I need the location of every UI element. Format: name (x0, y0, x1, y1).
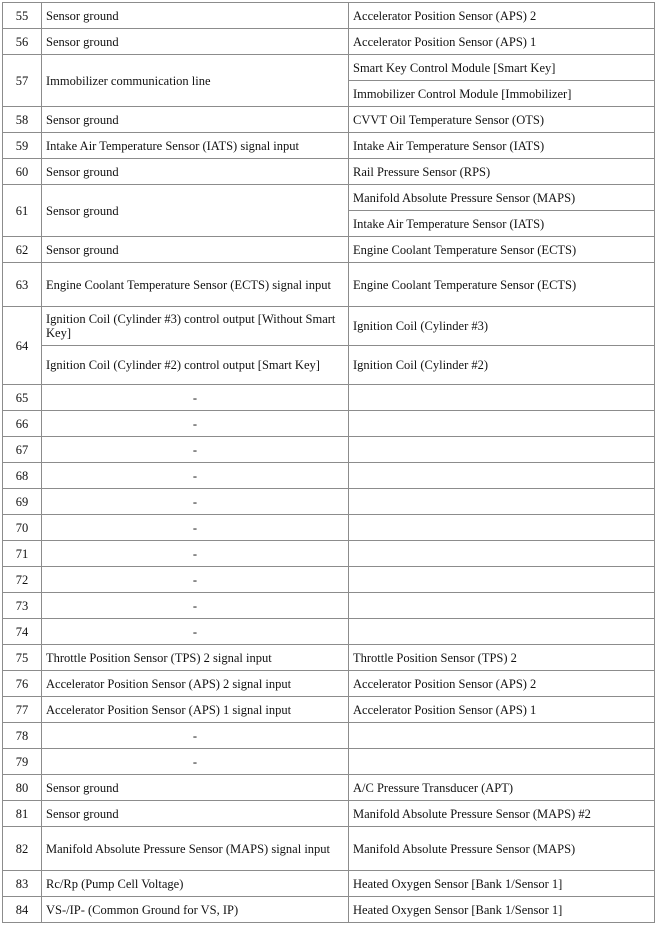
pin-description: - (42, 567, 349, 593)
pin-description: Sensor ground (42, 237, 349, 263)
connected-component (349, 593, 655, 619)
table-row (3, 185, 655, 211)
table-row (3, 159, 655, 185)
table-row (3, 55, 655, 81)
pin-number: 72 (3, 567, 42, 593)
pin-description: Sensor ground (42, 29, 349, 55)
pin-number: 63 (3, 263, 42, 307)
table-row (3, 385, 655, 411)
pin-description: Immobilizer communication line (42, 55, 349, 107)
pin-description: Sensor ground (42, 3, 349, 29)
pin-number: 60 (3, 159, 42, 185)
pin-number: 71 (3, 541, 42, 567)
table-row (3, 723, 655, 749)
table-row (3, 107, 655, 133)
pin-description: - (42, 619, 349, 645)
table-row (3, 489, 655, 515)
pin-description: Accelerator Position Sensor (APS) 2 signal input (42, 671, 349, 697)
connected-component (349, 749, 655, 775)
connected-component: Smart Key Control Module [Smart Key] (349, 55, 655, 81)
pin-description: - (42, 515, 349, 541)
pin-number: 73 (3, 593, 42, 619)
pin-description: Sensor ground (42, 775, 349, 801)
pin-number: 79 (3, 749, 42, 775)
pin-number: 59 (3, 133, 42, 159)
connected-component (349, 411, 655, 437)
pin-description: - (42, 411, 349, 437)
connected-component: Intake Air Temperature Sensor (IATS) (349, 133, 655, 159)
pin-number: 78 (3, 723, 42, 749)
pin-description: Manifold Absolute Pressure Sensor (MAPS) signal input (42, 827, 349, 871)
pin-number: 57 (3, 55, 42, 107)
pin-number: 82 (3, 827, 42, 871)
pin-number: 67 (3, 437, 42, 463)
table-row (3, 593, 655, 619)
pin-description: Engine Coolant Temperature Sensor (ECTS) signal input (42, 263, 349, 307)
table-row (3, 437, 655, 463)
pin-number: 65 (3, 385, 42, 411)
pin-number: 56 (3, 29, 42, 55)
pin-description: Rc/Rp (Pump Cell Voltage) (42, 871, 349, 897)
pin-number: 84 (3, 897, 42, 923)
pin-table-body (3, 3, 655, 923)
table-row (3, 775, 655, 801)
connected-component: Engine Coolant Temperature Sensor (ECTS) (349, 263, 655, 307)
pin-description: - (42, 463, 349, 489)
connected-component: Throttle Position Sensor (TPS) 2 (349, 645, 655, 671)
connected-component: Rail Pressure Sensor (RPS) (349, 159, 655, 185)
table-row (3, 411, 655, 437)
pin-description: VS-/IP- (Common Ground for VS, IP) (42, 897, 349, 923)
connected-component (349, 567, 655, 593)
connected-component (349, 463, 655, 489)
pin-description: Sensor ground (42, 185, 349, 237)
table-row (3, 897, 655, 923)
pin-description: Sensor ground (42, 159, 349, 185)
pin-description: - (42, 541, 349, 567)
pin-number: 55 (3, 3, 42, 29)
table-row (3, 307, 655, 346)
table-row (3, 463, 655, 489)
connected-component (349, 385, 655, 411)
connected-component: Manifold Absolute Pressure Sensor (MAPS) #2 (349, 801, 655, 827)
connected-component: Heated Oxygen Sensor [Bank 1/Sensor 1] (349, 897, 655, 923)
connected-component (349, 437, 655, 463)
connected-component: Accelerator Position Sensor (APS) 2 (349, 3, 655, 29)
pin-number: 70 (3, 515, 42, 541)
connected-component: Manifold Absolute Pressure Sensor (MAPS) (349, 827, 655, 871)
pin-description: - (42, 593, 349, 619)
table-row (3, 541, 655, 567)
connected-component (349, 515, 655, 541)
connected-component: Accelerator Position Sensor (APS) 2 (349, 671, 655, 697)
pin-number: 68 (3, 463, 42, 489)
pin-table (2, 2, 655, 923)
pin-number: 83 (3, 871, 42, 897)
pin-number: 61 (3, 185, 42, 237)
connected-component (349, 723, 655, 749)
pin-description: Throttle Position Sensor (TPS) 2 signal input (42, 645, 349, 671)
connected-component: Ignition Coil (Cylinder #2) (349, 346, 655, 385)
connected-component: Accelerator Position Sensor (APS) 1 (349, 697, 655, 723)
pin-description: Sensor ground (42, 801, 349, 827)
table-row (3, 827, 655, 871)
connected-component: Heated Oxygen Sensor [Bank 1/Sensor 1] (349, 871, 655, 897)
connected-component: Ignition Coil (Cylinder #3) (349, 307, 655, 346)
pin-description: Ignition Coil (Cylinder #2) control output [Smart Key] (42, 346, 349, 385)
table-row (3, 671, 655, 697)
connected-component: Intake Air Temperature Sensor (IATS) (349, 211, 655, 237)
table-row (3, 749, 655, 775)
table-row (3, 515, 655, 541)
pin-description: Ignition Coil (Cylinder #3) control output [Without Smart Key] (42, 307, 349, 346)
pin-description: - (42, 437, 349, 463)
pin-description: - (42, 749, 349, 775)
pin-number: 64 (3, 307, 42, 385)
connected-component (349, 489, 655, 515)
connected-component: Engine Coolant Temperature Sensor (ECTS) (349, 237, 655, 263)
table-row (3, 645, 655, 671)
pin-description: Sensor ground (42, 107, 349, 133)
connected-component: A/C Pressure Transducer (APT) (349, 775, 655, 801)
connected-component (349, 541, 655, 567)
pin-number: 66 (3, 411, 42, 437)
table-row (3, 346, 655, 385)
table-row (3, 3, 655, 29)
pin-description: Intake Air Temperature Sensor (IATS) signal input (42, 133, 349, 159)
connected-component: CVVT Oil Temperature Sensor (OTS) (349, 107, 655, 133)
pin-number: 81 (3, 801, 42, 827)
pin-number: 77 (3, 697, 42, 723)
pin-number: 75 (3, 645, 42, 671)
table-row (3, 263, 655, 307)
pin-description: - (42, 723, 349, 749)
connected-component: Accelerator Position Sensor (APS) 1 (349, 29, 655, 55)
connected-component (349, 619, 655, 645)
pin-number: 69 (3, 489, 42, 515)
pin-number: 58 (3, 107, 42, 133)
table-row (3, 801, 655, 827)
table-row (3, 237, 655, 263)
pin-number: 74 (3, 619, 42, 645)
connected-component: Immobilizer Control Module [Immobilizer] (349, 81, 655, 107)
pin-number: 76 (3, 671, 42, 697)
table-row (3, 133, 655, 159)
pin-number: 62 (3, 237, 42, 263)
pin-number: 80 (3, 775, 42, 801)
connected-component: Manifold Absolute Pressure Sensor (MAPS) (349, 185, 655, 211)
pin-description: - (42, 385, 349, 411)
table-row (3, 619, 655, 645)
table-row (3, 29, 655, 55)
table-row (3, 697, 655, 723)
table-row (3, 871, 655, 897)
pin-description: - (42, 489, 349, 515)
pin-description: Accelerator Position Sensor (APS) 1 signal input (42, 697, 349, 723)
table-row (3, 567, 655, 593)
